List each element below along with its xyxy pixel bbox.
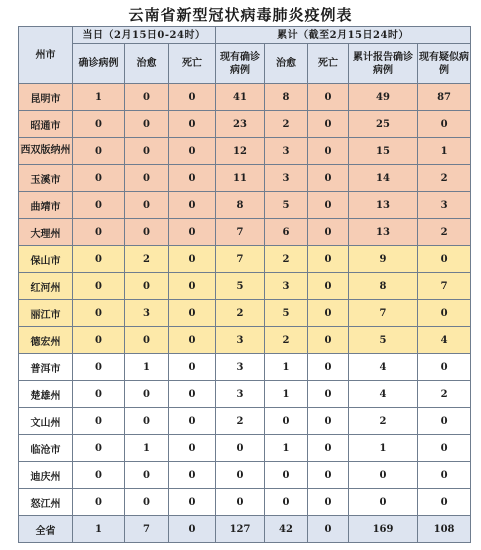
cell-today-confirmed: 0 (73, 300, 125, 327)
cell-cum-total: 1 (349, 435, 418, 462)
cell-cum-current: 12 (216, 138, 265, 165)
table-row (19, 219, 471, 246)
header-city: 州市 (19, 27, 73, 84)
epidemic-table (18, 26, 471, 543)
cell-cum-current: 0 (216, 462, 265, 489)
cell-city: 丽江市 (19, 300, 73, 327)
cell-cum-death: 0 (308, 435, 349, 462)
cell-today-death: 0 (169, 111, 216, 138)
cell-today-cured: 1 (125, 354, 169, 381)
cell-today-death: 0 (169, 462, 216, 489)
cell-cum-cured: 1 (265, 381, 308, 408)
cell-today-confirmed: 0 (73, 246, 125, 273)
cell-today-cured: 0 (125, 111, 169, 138)
cell-cum-current: 41 (216, 84, 265, 111)
cell-city: 玉溪市 (19, 165, 73, 192)
cell-city: 迪庆州 (19, 462, 73, 489)
cell-cum-total: 9 (349, 246, 418, 273)
cell-cum-total: 169 (349, 516, 418, 543)
cell-cum-current: 23 (216, 111, 265, 138)
header-group-today: 当日（2月15日0-24时） (73, 27, 216, 44)
cell-city: 全省 (19, 516, 73, 543)
cell-today-cured: 2 (125, 246, 169, 273)
cell-cum-total: 15 (349, 138, 418, 165)
cell-cum-cured: 2 (265, 327, 308, 354)
table-row (19, 111, 471, 138)
table-row (19, 435, 471, 462)
cell-cum-suspected: 0 (418, 462, 471, 489)
cell-cum-cured: 0 (265, 489, 308, 516)
cell-cum-current: 8 (216, 192, 265, 219)
cell-cum-death: 0 (308, 381, 349, 408)
cell-today-death: 0 (169, 219, 216, 246)
cell-cum-cured: 5 (265, 300, 308, 327)
page-title: 云南省新型冠状病毒肺炎疫例表 (128, 6, 353, 24)
cell-cum-total: 5 (349, 327, 418, 354)
cell-cum-cured: 1 (265, 354, 308, 381)
cell-city: 昆明市 (19, 84, 73, 111)
cell-cum-total: 8 (349, 273, 418, 300)
cell-city: 曲靖市 (19, 192, 73, 219)
header-today-cured: 治愈 (125, 44, 169, 84)
cell-cum-suspected: 3 (418, 192, 471, 219)
cell-today-death: 0 (169, 192, 216, 219)
table-row (19, 138, 471, 165)
cell-today-death: 0 (169, 327, 216, 354)
cell-cum-suspected: 0 (418, 435, 471, 462)
cell-city: 德宏州 (19, 327, 73, 354)
cell-today-death: 0 (169, 300, 216, 327)
cell-cum-suspected: 0 (418, 300, 471, 327)
cell-cum-current: 3 (216, 354, 265, 381)
cell-cum-current: 3 (216, 381, 265, 408)
cell-cum-death: 0 (308, 246, 349, 273)
cell-today-confirmed: 0 (73, 354, 125, 381)
cell-cum-total: 7 (349, 300, 418, 327)
cell-city: 保山市 (19, 246, 73, 273)
cell-cum-total: 49 (349, 84, 418, 111)
header-row-columns (19, 44, 471, 84)
cell-cum-suspected: 87 (418, 84, 471, 111)
cell-cum-total: 0 (349, 489, 418, 516)
cell-cum-current: 2 (216, 300, 265, 327)
table-row (19, 300, 471, 327)
cell-cum-suspected: 1 (418, 138, 471, 165)
cell-cum-death: 0 (308, 489, 349, 516)
table-row (19, 354, 471, 381)
cell-cum-total: 14 (349, 165, 418, 192)
cell-today-confirmed: 0 (73, 489, 125, 516)
cell-cum-cured: 2 (265, 246, 308, 273)
cell-cum-suspected: 2 (418, 381, 471, 408)
cell-today-cured: 0 (125, 408, 169, 435)
cell-cum-current: 7 (216, 219, 265, 246)
cell-cum-death: 0 (308, 327, 349, 354)
header-cum-cured: 治愈 (265, 44, 308, 84)
cell-cum-death: 0 (308, 219, 349, 246)
cell-today-confirmed: 1 (73, 84, 125, 111)
cell-city: 红河州 (19, 273, 73, 300)
cell-cum-death: 0 (308, 462, 349, 489)
cell-cum-total: 4 (349, 354, 418, 381)
cell-cum-cured: 2 (265, 111, 308, 138)
cell-today-death: 0 (169, 165, 216, 192)
cell-today-cured: 0 (125, 462, 169, 489)
cell-cum-total: 13 (349, 219, 418, 246)
cell-today-death: 0 (169, 138, 216, 165)
cell-cum-death: 0 (308, 273, 349, 300)
cell-today-death: 0 (169, 354, 216, 381)
cell-city: 文山州 (19, 408, 73, 435)
cell-cum-cured: 3 (265, 165, 308, 192)
cell-today-confirmed: 0 (73, 408, 125, 435)
cell-cum-cured: 0 (265, 462, 308, 489)
table-row-total (19, 516, 471, 543)
cell-cum-suspected: 0 (418, 354, 471, 381)
cell-cum-suspected: 7 (418, 273, 471, 300)
header-cum-suspected: 现有疑似病例 (418, 44, 471, 84)
cell-today-confirmed: 0 (73, 219, 125, 246)
cell-today-death: 0 (169, 273, 216, 300)
cell-today-cured: 0 (125, 192, 169, 219)
cell-cum-suspected: 4 (418, 327, 471, 354)
cell-cum-total: 13 (349, 192, 418, 219)
cell-today-cured: 0 (125, 489, 169, 516)
cell-cum-death: 0 (308, 516, 349, 543)
cell-today-confirmed: 0 (73, 462, 125, 489)
cell-today-cured: 7 (125, 516, 169, 543)
header-today-death: 死亡 (169, 44, 216, 84)
table-row (19, 381, 471, 408)
cell-cum-cured: 5 (265, 192, 308, 219)
cell-cum-total: 4 (349, 381, 418, 408)
cell-cum-suspected: 0 (418, 246, 471, 273)
cell-cum-death: 0 (308, 192, 349, 219)
table-row (19, 84, 471, 111)
header-group-cumulative: 累计（截至2月15日24时） (216, 27, 471, 44)
cell-today-cured: 1 (125, 435, 169, 462)
cell-cum-death: 0 (308, 300, 349, 327)
cell-cum-total: 25 (349, 111, 418, 138)
cell-cum-suspected: 0 (418, 489, 471, 516)
cell-cum-cured: 1 (265, 435, 308, 462)
cell-cum-suspected: 108 (418, 516, 471, 543)
cell-today-confirmed: 0 (73, 273, 125, 300)
cell-today-confirmed: 0 (73, 192, 125, 219)
cell-city: 西双版纳州 (19, 138, 73, 165)
header-cum-current-confirmed: 现有确诊病例 (216, 44, 265, 84)
header-cum-death: 死亡 (308, 44, 349, 84)
cell-cum-death: 0 (308, 84, 349, 111)
header-today-confirmed: 确诊病例 (73, 44, 125, 84)
cell-cum-total: 2 (349, 408, 418, 435)
cell-today-death: 0 (169, 408, 216, 435)
table-row (19, 273, 471, 300)
cell-cum-death: 0 (308, 354, 349, 381)
cell-city: 大理州 (19, 219, 73, 246)
cell-cum-current: 11 (216, 165, 265, 192)
cell-cum-cured: 42 (265, 516, 308, 543)
cell-cum-cured: 0 (265, 408, 308, 435)
cell-city: 怒江州 (19, 489, 73, 516)
cell-cum-death: 0 (308, 165, 349, 192)
cell-cum-current: 0 (216, 435, 265, 462)
table-row (19, 462, 471, 489)
cell-cum-suspected: 0 (418, 408, 471, 435)
cell-cum-current: 5 (216, 273, 265, 300)
cell-today-death: 0 (169, 516, 216, 543)
cell-cum-cured: 8 (265, 84, 308, 111)
cell-city: 普洱市 (19, 354, 73, 381)
cell-cum-current: 127 (216, 516, 265, 543)
cell-today-confirmed: 0 (73, 165, 125, 192)
cell-cum-current: 7 (216, 246, 265, 273)
cell-city: 昭通市 (19, 111, 73, 138)
cell-today-confirmed: 0 (73, 138, 125, 165)
cell-cum-cured: 6 (265, 219, 308, 246)
cell-cum-cured: 3 (265, 273, 308, 300)
cell-today-confirmed: 0 (73, 111, 125, 138)
cell-cum-death: 0 (308, 111, 349, 138)
cell-city: 临沧市 (19, 435, 73, 462)
cell-cum-suspected: 2 (418, 165, 471, 192)
cell-today-confirmed: 1 (73, 516, 125, 543)
cell-today-confirmed: 0 (73, 327, 125, 354)
cell-today-cured: 3 (125, 300, 169, 327)
cell-cum-total: 0 (349, 462, 418, 489)
header-row-group (19, 27, 471, 44)
cell-today-death: 0 (169, 489, 216, 516)
header-cum-total-confirmed: 累计报告确诊病例 (349, 44, 418, 84)
cell-today-death: 0 (169, 246, 216, 273)
table-row (19, 489, 471, 516)
cell-today-death: 0 (169, 435, 216, 462)
table-row (19, 246, 471, 273)
cell-today-cured: 0 (125, 219, 169, 246)
cell-cum-death: 0 (308, 408, 349, 435)
cell-cum-suspected: 0 (418, 111, 471, 138)
cell-today-confirmed: 0 (73, 381, 125, 408)
cell-today-cured: 0 (125, 138, 169, 165)
table-row (19, 165, 471, 192)
cell-today-cured: 0 (125, 84, 169, 111)
cell-cum-cured: 3 (265, 138, 308, 165)
cell-cum-current: 0 (216, 489, 265, 516)
cell-today-cured: 0 (125, 381, 169, 408)
cell-cum-current: 2 (216, 408, 265, 435)
cell-city: 楚雄州 (19, 381, 73, 408)
table-row (19, 192, 471, 219)
cell-cum-death: 0 (308, 138, 349, 165)
cell-today-cured: 0 (125, 165, 169, 192)
cell-cum-suspected: 2 (418, 219, 471, 246)
table-body (19, 84, 471, 543)
cell-cum-current: 3 (216, 327, 265, 354)
cell-today-cured: 0 (125, 273, 169, 300)
cell-today-confirmed: 0 (73, 435, 125, 462)
cell-today-cured: 0 (125, 327, 169, 354)
cell-today-death: 0 (169, 381, 216, 408)
table-row (19, 327, 471, 354)
cell-today-death: 0 (169, 84, 216, 111)
table-row (19, 408, 471, 435)
